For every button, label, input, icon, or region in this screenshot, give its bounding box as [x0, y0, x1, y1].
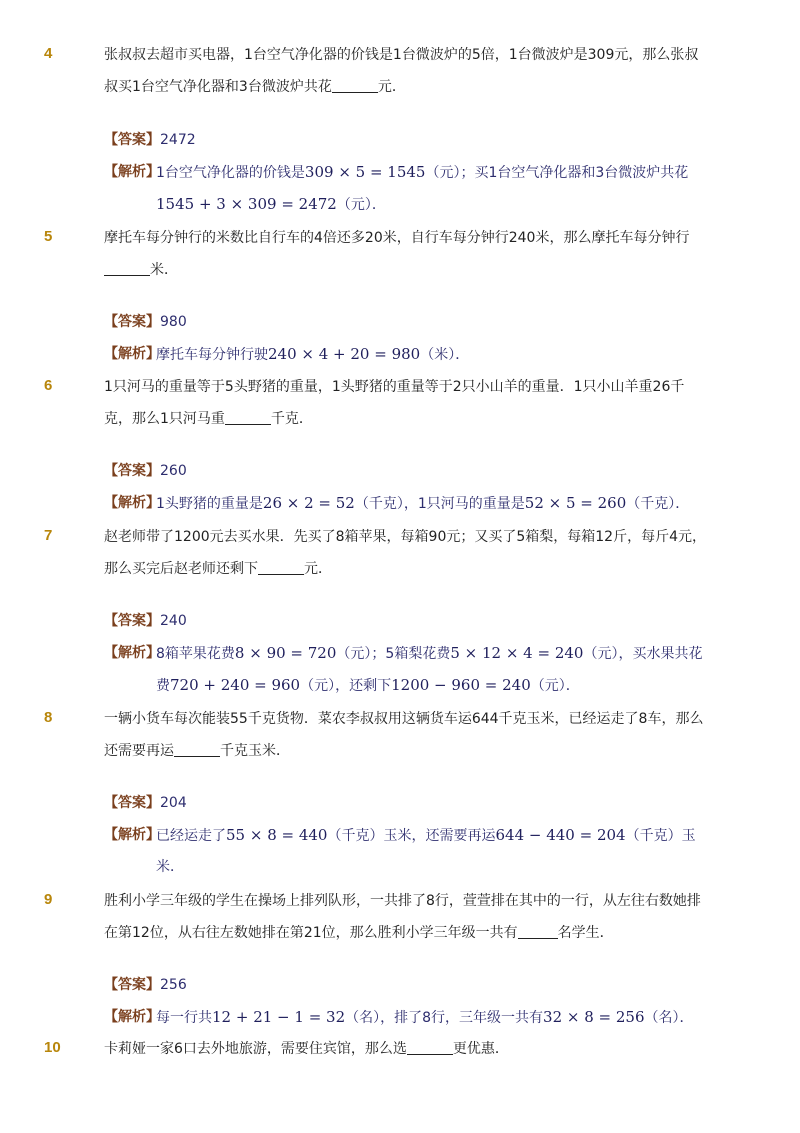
explain-line: 1头野猪的重量是26 × 2 = 52（千克），1只河马的重量是52 × 5 = 260（千克）． [156, 494, 690, 512]
question-text [104, 222, 724, 286]
answer-blank [174, 742, 220, 757]
answer-value: 980 [160, 314, 187, 330]
question-line: 还需要再运 千克玉米． [104, 743, 290, 759]
explain-label: 【解析】 [104, 346, 160, 362]
question-line: 在第12位，从右往左数她排在第21位，那么胜利小学三年级一共有 名学生． [104, 925, 614, 941]
question-number: 10 [44, 1039, 61, 1056]
question-number: 6 [44, 377, 53, 394]
explain-line: 已经运走了55 × 8 = 440（千克）玉米，还需要再运644 − 440 = 204（千克）玉 [156, 826, 696, 844]
answer-blank [104, 261, 150, 276]
question-line: 卡莉娅一家6口去外地旅游，需要住宾馆，那么选 更优惠． [104, 1041, 509, 1057]
explain-block [104, 156, 724, 220]
question-line: 张叔叔去超市买电器，1台空气净化器的价钱是1台微波炉的5倍，1台微波炉是309元，那么张叔 [104, 47, 699, 63]
explain-label: 【解析】 [104, 164, 160, 180]
explain-block [104, 1001, 724, 1033]
question-text [104, 521, 724, 585]
question-line [104, 71, 724, 103]
line-text: 叔买1台空气净化器和3台微波炉共花 [104, 79, 332, 95]
answer-value: 260 [160, 463, 187, 479]
line-text: 元． [377, 79, 406, 95]
explain-line: 8箱苹果花费8 × 90 = 720（元）；5箱梨花费5 × 12 × 4 = 240（元），买水果共花 [156, 644, 703, 662]
question-text [104, 1033, 724, 1065]
question-number: 8 [44, 709, 53, 726]
answer-value: 240 [160, 613, 187, 629]
bracket: 】 [146, 132, 160, 148]
explain-block [104, 487, 724, 519]
question-text [104, 371, 724, 435]
question-line: 1只河马的重量等于5头野猪的重量，1头野猪的重量等于2只小山羊的重量．1只小山羊重26千 [104, 379, 685, 395]
answer-row [104, 124, 724, 156]
answer-row: 【答案】260 [104, 463, 187, 479]
question-line [104, 254, 724, 286]
question-text [104, 885, 724, 949]
answer-row: 【答案】980 [104, 314, 187, 330]
explain-block [104, 637, 724, 701]
answer-value: 2472 [160, 132, 196, 148]
answer-blank [225, 410, 271, 425]
question-line: 一辆小货车每次能装55千克货物．菜农李叔叔用这辆货车运644千克玉米，已经运走了8车，那么 [104, 711, 704, 727]
question-number: 4 [44, 45, 53, 62]
answer-label: 答案 [118, 132, 146, 148]
answer-blank [518, 924, 558, 939]
answer-row: 【答案】240 [104, 613, 187, 629]
question-line: 胜利小学三年级的学生在操场上排列队形，一共排了8行，萱萱排在其中的一行，从左往右数她排 [104, 893, 701, 909]
question-number: 5 [44, 228, 53, 245]
answer-value: 256 [160, 977, 187, 993]
answer-blank [407, 1040, 453, 1055]
question-number: 7 [44, 527, 53, 544]
explain-label: 【解析】 [104, 495, 160, 511]
explain-label: 【解析】 [104, 645, 160, 661]
explain-label: 【解析】 [104, 827, 160, 843]
question-number: 9 [44, 891, 53, 908]
question-text [104, 703, 724, 767]
explain-line: 1545 + 3 × 309 = 2472（元）． [156, 195, 386, 213]
explain-line: 摩托车每分钟行驶240 × 4 + 20 = 980（米）． [156, 345, 470, 363]
explain-line: 每一行共12 + 21 − 1 = 32（名），排了8行，三年级一共有32 × 8 = 256（名）． [156, 1008, 694, 1026]
question-line: 赵老师带了1200元去买水果．先买了8箱苹果，每箱90元；又买了5箱梨，每箱12斤，每斤4元， [104, 529, 706, 545]
question-line: 克，那么1只河马重 千克． [104, 411, 313, 427]
answer-blank [332, 78, 378, 93]
answer-value: 204 [160, 795, 187, 811]
question-text [104, 39, 724, 103]
explain-line: 米． [156, 859, 184, 875]
answer-row: 【答案】256 [104, 977, 187, 993]
explain-block [104, 338, 724, 370]
question-line: 摩托车每分钟行的米数比自行车的4倍还多20米，自行车每分钟行240米，那么摩托车每分钟行 [104, 230, 690, 246]
explain-line: 费720 + 240 = 960（元），还剩下1200 − 960 = 240（元）． [156, 676, 580, 694]
answer-blank [258, 560, 304, 575]
bracket: 【 [104, 132, 118, 148]
explain-block [104, 819, 724, 883]
answer-row: 【答案】204 [104, 795, 187, 811]
explain-label: 【解析】 [104, 1009, 160, 1025]
explain-line: 1台空气净化器的价钱是309 × 5 = 1545（元）；买1台空气净化器和3台微波炉共花 [156, 163, 689, 181]
line-text: 米． [150, 262, 178, 278]
question-line: 那么买完后赵老师还剩下 元． [104, 561, 332, 577]
